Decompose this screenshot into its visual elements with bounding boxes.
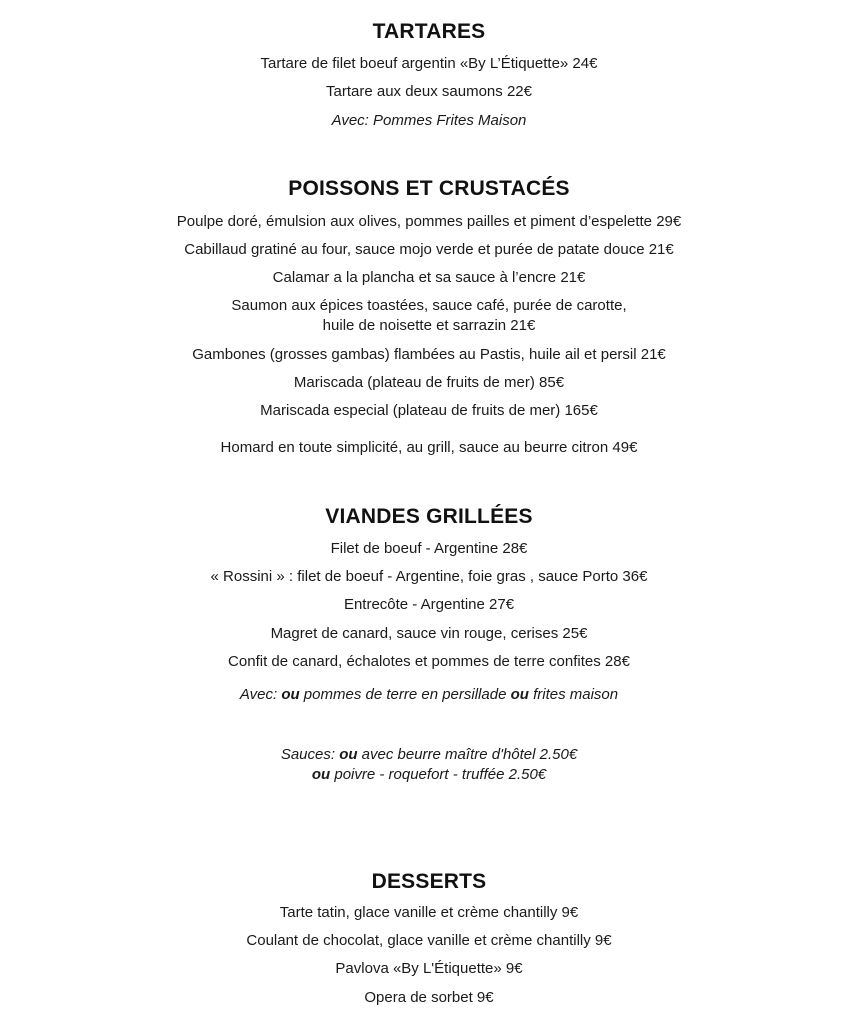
menu-item: Saumon aux épices toastées, sauce café, purée de carotte, [231, 297, 627, 314]
menu-item: Filet de boeuf - Argentine 28€ [330, 540, 528, 557]
avec-ou: ou [510, 686, 529, 703]
sauces-ou: ou [339, 746, 358, 763]
menu-item: Pavlova «By L'Étiquette» 9€ [335, 960, 523, 977]
avec-option: pommes de terre en persillade [299, 686, 511, 703]
avec-option: frites maison [528, 686, 619, 703]
section-title-poissons: POISSONS ET CRUSTACÉS [288, 177, 570, 200]
menu-item-continued: huile de noisette et sarrazin 21€ [322, 317, 536, 334]
menu-item: Calamar a la plancha et sa sauce à l’encre 21€ [272, 269, 586, 286]
avec-ou: ou [281, 686, 300, 703]
menu-item: « Rossini » : filet de boeuf - Argentine, foie gras , sauce Porto 36€ [210, 568, 648, 585]
menu-item: Confit de canard, échalotes et pommes de terre confites 28€ [228, 653, 630, 670]
sauces-option: avec beurre maître d'hôtel 2.50€ [357, 746, 578, 763]
menu-item: Poulpe doré, émulsion aux olives, pommes pailles et piment d’espelette 29€ [176, 213, 682, 230]
sauces-line-1 [0, 745, 858, 765]
section-title-tartares: TARTARES [372, 20, 486, 43]
sauces-line-2 [0, 765, 858, 785]
menu-item: Tartare de filet boeuf argentin «By L’Étiquette» 24€ [260, 55, 598, 72]
sauces-prefix: Sauces: [280, 746, 340, 763]
menu-item: Opera de sorbet 9€ [364, 989, 494, 1006]
menu-item: Cabillaud gratiné au four, sauce mojo verde et purée de patate douce 21€ [184, 241, 674, 258]
menu-item: Mariscada (plateau de fruits de mer) 85€ [293, 374, 565, 391]
sauces-ou: ou [311, 766, 331, 783]
sauces-option: poivre - roquefort - truffée 2.50€ [330, 766, 547, 783]
menu-item: Magret de canard, sauce vin rouge, cerises 25€ [270, 625, 588, 642]
menu-item: Homard en toute simplicité, au grill, sauce au beurre citron 49€ [220, 439, 638, 456]
menu-item: Tartare aux deux saumons 22€ [326, 83, 532, 100]
avec-prefix: Avec: [239, 686, 282, 703]
menu-item: Tarte tatin, glace vanille et crème chantilly 9€ [279, 904, 579, 921]
section-title-desserts: DESSERTS [371, 870, 487, 893]
side-note: Avec: Pommes Frites Maison [331, 112, 527, 129]
side-note-avec [0, 685, 858, 705]
menu-item: Mariscada especial (plateau de fruits de mer) 165€ [260, 402, 598, 419]
menu-item: Entrecôte - Argentine 27€ [343, 596, 515, 613]
section-title-viandes: VIANDES GRILLÉES [325, 505, 533, 528]
menu-item: Coulant de chocolat, glace vanille et crème chantilly 9€ [246, 932, 612, 949]
menu-item: Gambones (grosses gambas) flambées au Pastis, huile ail et persil 21€ [192, 346, 666, 363]
